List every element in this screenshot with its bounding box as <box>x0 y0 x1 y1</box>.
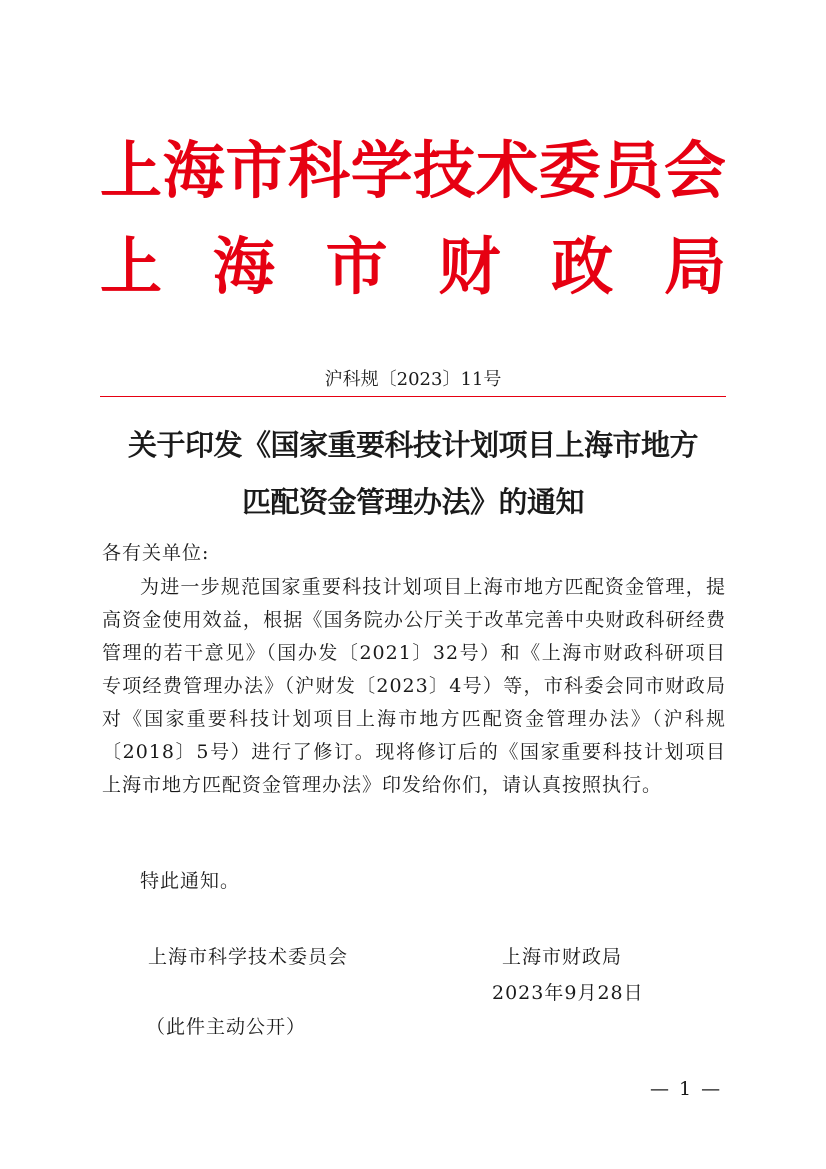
issuer-line-2 <box>100 230 726 303</box>
issuer-char: 学 <box>350 134 413 207</box>
body-paragraph: 为进一步规范国家重要科技计划项目上海市地方匹配资金管理，提高资金使用效益，根据《国务院办公厅关于改革完善中央财政科研经费管理的若干意见》（国办发〔2021〕32号）和《上海市财政科研项目专项经费管理办法》（沪财发〔2023〕4号）等，市科委会同市财政局对《国家重要科技计划项目上海市地方匹配资金管理办法》（沪科规〔2018〕5号）进行了修订。现将修订后的《国家重要科技计划项目上海市地方匹配资金管理办法》印发给你们，请认真按照执行。 <box>102 576 726 796</box>
issuer-char: 术 <box>475 134 538 207</box>
signature-date: 2023年9月28日 <box>492 982 644 1004</box>
issuer-char: 海 <box>162 134 225 207</box>
issuer-char: 上 <box>100 134 163 207</box>
document-number: 沪科规〔2023〕11号 <box>324 369 502 390</box>
issuer-char: 市 <box>325 230 388 303</box>
issuer-char: 委 <box>538 134 601 207</box>
signature-science-commission: 上海市科学技术委员会 <box>148 946 349 968</box>
disclosure-note: （此件主动公开） <box>146 1016 307 1038</box>
issuer-char: 财 <box>438 230 501 303</box>
document-title-line-1: 关于印发《国家重要科技计划项目上海市地方 <box>127 428 698 462</box>
red-divider <box>100 396 726 397</box>
issuer-line-1 <box>100 134 726 207</box>
closing-line: 特此通知。 <box>140 870 241 892</box>
issuer-char: 员 <box>601 134 664 207</box>
issuer-char: 局 <box>663 230 726 303</box>
issuer-char: 会 <box>663 134 726 207</box>
issuer-char: 市 <box>225 134 288 207</box>
issuer-char: 政 <box>551 230 614 303</box>
salutation: 各有关单位: <box>102 542 210 564</box>
document-title-line-2: 匹配资金管理办法》的通知 <box>241 485 584 519</box>
signature-finance-bureau: 上海市财政局 <box>502 946 623 968</box>
issuer-char: 科 <box>287 134 350 207</box>
issuer-char: 技 <box>413 134 476 207</box>
issuer-char: 上 <box>100 230 163 303</box>
page-number: — 1 — <box>650 1078 723 1100</box>
issuer-char: 海 <box>212 230 275 303</box>
